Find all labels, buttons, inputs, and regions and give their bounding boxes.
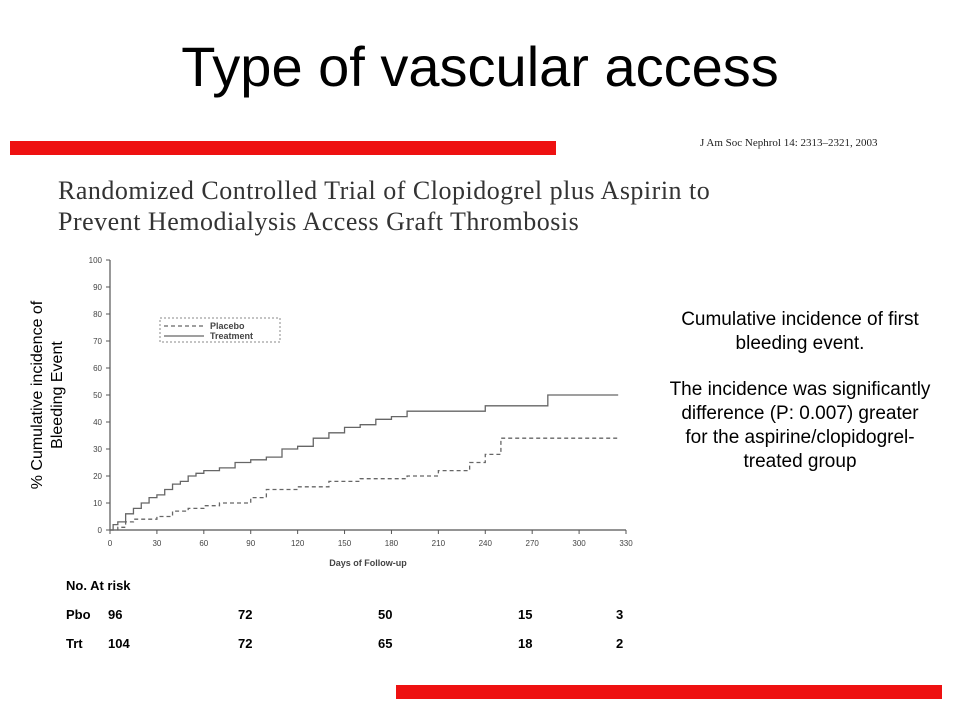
x-tick-label: 300 [572, 539, 586, 548]
x-tick-label: 150 [337, 539, 352, 548]
x-tick-label: 210 [431, 539, 446, 548]
risk-table-cell: 72 [238, 607, 253, 622]
citation: J Am Soc Nephrol 14: 2313–2321, 2003 [700, 137, 878, 149]
x-axis-title: Days of Follow-up [329, 558, 407, 568]
x-tick-label: 120 [290, 539, 305, 548]
x-tick-label: 0 [107, 539, 113, 548]
x-tick-label: 240 [478, 539, 492, 548]
slide-title: Type of vascular access [181, 35, 779, 98]
risk-table-cell: 18 [518, 636, 533, 651]
x-tick-label: 90 [246, 539, 256, 548]
y-tick-label: 20 [93, 472, 102, 481]
y-axis-label-line-2: Bleeding Event [49, 341, 66, 449]
x-tick-label: 330 [619, 539, 633, 548]
y-axis-label-line-1: % Cumulative incidence of [29, 300, 46, 490]
risk-table-cell: 104 [108, 636, 130, 651]
x-tick-label: 30 [152, 539, 162, 548]
risk-table-cell: 72 [238, 636, 253, 651]
risk-table-cell: 3 [616, 607, 624, 622]
risk-row-label: Trt [66, 636, 83, 651]
series-placebo-line [110, 438, 618, 530]
risk-table-cell: 15 [518, 607, 533, 622]
paper-title [58, 175, 918, 237]
y-tick-label: 40 [93, 418, 102, 427]
x-tick-label: 60 [199, 539, 209, 548]
y-tick-label: 90 [93, 283, 102, 292]
y-tick-label: 30 [93, 445, 102, 454]
risk-table-cell: 96 [108, 607, 123, 622]
paper-title-line-1: Randomized Controlled Trial of Clopidogrel plus Aspirin to [58, 176, 711, 205]
risk-table-cell: 2 [616, 636, 624, 651]
legend-label-placebo: Placebo [210, 321, 245, 331]
paper-title-line-2: Prevent Hemodialysis Access Graft Thrombosis [58, 207, 580, 236]
note-bleeding-event: Cumulative incidence of first bleeding event. [681, 309, 919, 354]
y-tick-label: 70 [93, 337, 102, 346]
note-significance: The incidence was significantly difference (P: 0.007) greater for the aspirine/clopidogrel-treated group [669, 379, 931, 472]
x-tick-label: 180 [384, 539, 399, 548]
risk-table-cell: 65 [378, 636, 393, 651]
accent-bar-bottom [396, 685, 942, 699]
y-tick-label: 10 [93, 499, 102, 508]
cumulative-incidence-chart [76, 248, 646, 578]
risk-table-cell: 50 [378, 607, 393, 622]
x-tick-label: 270 [525, 539, 539, 548]
y-tick-label: 80 [93, 310, 102, 319]
risk-table-header: No. At risk [66, 578, 131, 593]
accent-bar-top [10, 141, 556, 155]
risk-row-label: Pbo [66, 607, 91, 622]
series-treatment-line [110, 395, 618, 530]
y-tick-label: 0 [97, 526, 102, 535]
legend-label-treatment: Treatment [210, 331, 254, 341]
y-tick-label: 60 [93, 364, 102, 373]
y-tick-label: 50 [93, 391, 102, 400]
y-tick-label: 100 [88, 256, 102, 265]
